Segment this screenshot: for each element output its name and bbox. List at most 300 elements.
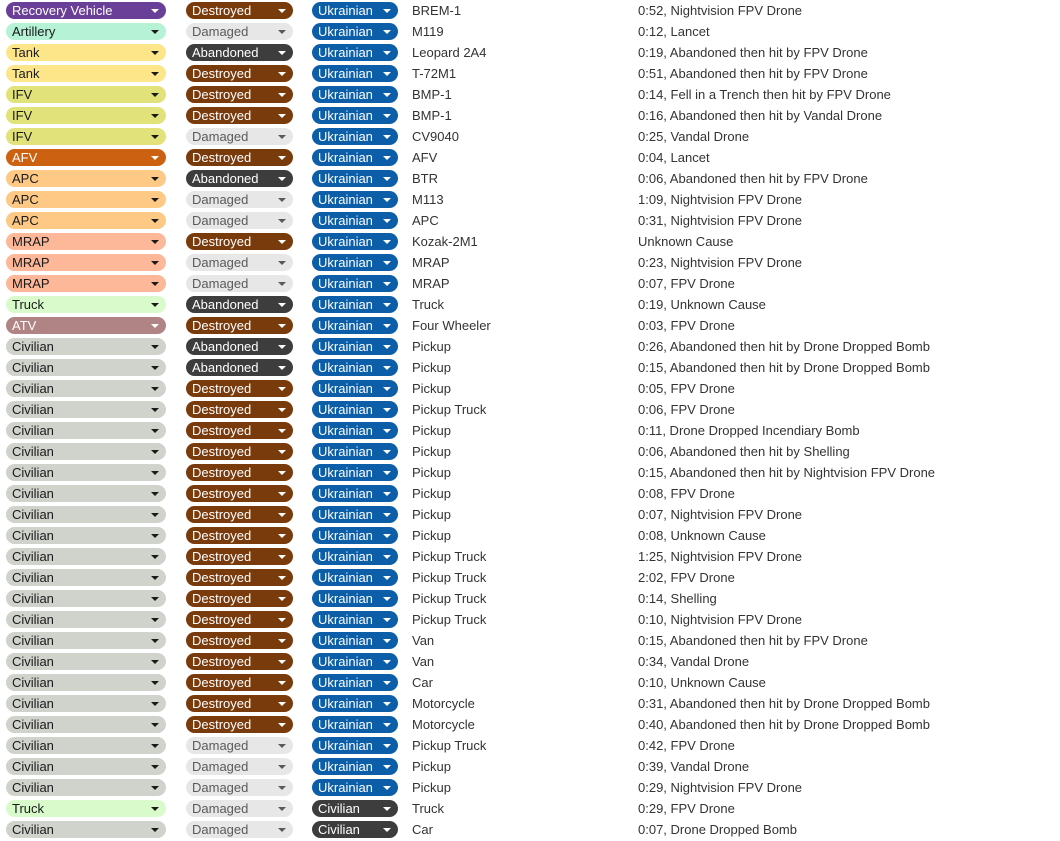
chevron-down-icon bbox=[383, 576, 391, 580]
vehicle-type-dropdown[interactable] bbox=[6, 716, 166, 733]
chevron-down-icon bbox=[151, 807, 159, 811]
vehicle-type-dropdown[interactable] bbox=[6, 569, 166, 586]
vehicle-type-dropdown[interactable] bbox=[6, 275, 166, 292]
status-dropdown[interactable] bbox=[186, 128, 293, 145]
status-dropdown[interactable] bbox=[186, 611, 293, 628]
chevron-down-icon bbox=[383, 9, 391, 13]
description-cell: 0:26, Abandoned then hit by Drone Dropped Bomb bbox=[638, 339, 930, 354]
status-label: Destroyed bbox=[192, 381, 252, 396]
chevron-down-icon bbox=[151, 408, 159, 412]
chevron-down-icon bbox=[278, 240, 286, 244]
owner-label: Ukrainian bbox=[318, 339, 373, 354]
model-cell: M119 bbox=[412, 24, 444, 39]
model-cell: CV9040 bbox=[412, 129, 459, 144]
vehicle-type-dropdown[interactable] bbox=[6, 632, 166, 649]
status-dropdown[interactable] bbox=[186, 800, 293, 817]
table-row bbox=[0, 273, 1060, 294]
chevron-down-icon bbox=[383, 660, 391, 664]
vehicle-type-dropdown[interactable] bbox=[6, 506, 166, 523]
vehicle-type-label: Civilian bbox=[12, 549, 54, 564]
status-dropdown[interactable] bbox=[186, 527, 293, 544]
description-cell: 0:15, Abandoned then hit by Drone Dropped Bomb bbox=[638, 360, 930, 375]
vehicle-type-dropdown[interactable] bbox=[6, 44, 166, 61]
owner-label: Ukrainian bbox=[318, 192, 373, 207]
vehicle-type-dropdown[interactable] bbox=[6, 590, 166, 607]
owner-label: Ukrainian bbox=[318, 66, 373, 81]
model-cell: Pickup Truck bbox=[412, 549, 487, 564]
owner-dropdown[interactable] bbox=[312, 674, 398, 691]
table-row bbox=[0, 441, 1060, 462]
owner-dropdown[interactable] bbox=[312, 527, 398, 544]
status-dropdown[interactable] bbox=[186, 254, 293, 271]
owner-label: Ukrainian bbox=[318, 444, 373, 459]
chevron-down-icon bbox=[383, 72, 391, 76]
vehicle-type-label: Civilian bbox=[12, 822, 54, 837]
status-dropdown[interactable] bbox=[186, 86, 293, 103]
owner-dropdown[interactable] bbox=[312, 317, 398, 334]
chevron-down-icon bbox=[383, 513, 391, 517]
description-cell: 0:31, Nightvision FPV Drone bbox=[638, 213, 803, 228]
status-dropdown[interactable] bbox=[186, 107, 293, 124]
owner-dropdown[interactable] bbox=[312, 149, 398, 166]
owner-label: Ukrainian bbox=[318, 612, 373, 627]
status-label: Abandoned bbox=[192, 297, 259, 312]
vehicle-type-dropdown[interactable] bbox=[6, 674, 166, 691]
owner-label: Ukrainian bbox=[318, 696, 373, 711]
chevron-down-icon bbox=[151, 576, 159, 580]
owner-dropdown[interactable] bbox=[312, 548, 398, 565]
status-dropdown[interactable] bbox=[186, 23, 293, 40]
status-label: Destroyed bbox=[192, 234, 252, 249]
owner-label: Ukrainian bbox=[318, 675, 373, 690]
owner-label: Ukrainian bbox=[318, 129, 373, 144]
status-dropdown[interactable] bbox=[186, 422, 293, 439]
owner-dropdown[interactable] bbox=[312, 65, 398, 82]
status-dropdown[interactable] bbox=[186, 338, 293, 355]
vehicle-type-dropdown[interactable] bbox=[6, 527, 166, 544]
owner-label: Ukrainian bbox=[318, 654, 373, 669]
vehicle-type-dropdown[interactable] bbox=[6, 548, 166, 565]
model-cell: Truck bbox=[412, 801, 445, 816]
model-cell: Kozak-2M1 bbox=[412, 234, 478, 249]
owner-dropdown[interactable] bbox=[312, 821, 398, 838]
status-dropdown[interactable] bbox=[186, 506, 293, 523]
description-cell: 0:52, Nightvision FPV Drone bbox=[638, 3, 803, 18]
owner-dropdown[interactable] bbox=[312, 401, 398, 418]
status-dropdown[interactable] bbox=[186, 44, 293, 61]
vehicle-type-label: Civilian bbox=[12, 402, 54, 417]
owner-dropdown[interactable] bbox=[312, 44, 398, 61]
model-cell: BREM-1 bbox=[412, 3, 462, 18]
table-row bbox=[0, 315, 1060, 336]
chevron-down-icon bbox=[151, 177, 159, 181]
chevron-down-icon bbox=[151, 303, 159, 307]
status-label: Damaged bbox=[192, 255, 249, 270]
description-cell: 0:51, Abandoned then hit by FPV Drone bbox=[638, 66, 868, 81]
model-cell: BTR bbox=[412, 171, 438, 186]
table-row bbox=[0, 21, 1060, 42]
chevron-down-icon bbox=[278, 219, 286, 223]
description-cell: 0:40, Abandoned then hit by Drone Dropped Bomb bbox=[638, 717, 930, 732]
model-cell: Pickup bbox=[412, 759, 452, 774]
vehicle-type-dropdown[interactable] bbox=[6, 653, 166, 670]
table-row bbox=[0, 819, 1060, 840]
vehicle-type-dropdown[interactable] bbox=[6, 65, 166, 82]
owner-dropdown[interactable] bbox=[312, 359, 398, 376]
table-row bbox=[0, 42, 1060, 63]
chevron-down-icon bbox=[151, 219, 159, 223]
chevron-down-icon bbox=[383, 282, 391, 286]
chevron-down-icon bbox=[278, 681, 286, 685]
vehicle-type-dropdown[interactable] bbox=[6, 86, 166, 103]
chevron-down-icon bbox=[278, 177, 286, 181]
chevron-down-icon bbox=[383, 261, 391, 265]
status-label: Destroyed bbox=[192, 675, 252, 690]
status-label: Damaged bbox=[192, 801, 249, 816]
status-dropdown[interactable] bbox=[186, 359, 293, 376]
status-label: Destroyed bbox=[192, 507, 252, 522]
vehicle-type-dropdown[interactable] bbox=[6, 485, 166, 502]
status-dropdown[interactable] bbox=[186, 716, 293, 733]
vehicle-type-dropdown[interactable] bbox=[6, 359, 166, 376]
owner-label: Ukrainian bbox=[318, 738, 373, 753]
owner-label: Ukrainian bbox=[318, 717, 373, 732]
owner-dropdown[interactable] bbox=[312, 338, 398, 355]
status-label: Damaged bbox=[192, 192, 249, 207]
description-cell: 0:14, Shelling bbox=[638, 591, 717, 606]
status-label: Destroyed bbox=[192, 654, 252, 669]
status-dropdown[interactable] bbox=[186, 464, 293, 481]
owner-dropdown[interactable] bbox=[312, 296, 398, 313]
chevron-down-icon bbox=[383, 765, 391, 769]
chevron-down-icon bbox=[151, 261, 159, 265]
chevron-down-icon bbox=[278, 660, 286, 664]
status-label: Destroyed bbox=[192, 108, 252, 123]
owner-dropdown[interactable] bbox=[312, 233, 398, 250]
vehicle-type-dropdown[interactable] bbox=[6, 233, 166, 250]
chevron-down-icon bbox=[383, 618, 391, 622]
description-cell: 0:42, FPV Drone bbox=[638, 738, 735, 753]
description-cell: Unknown Cause bbox=[638, 234, 734, 249]
status-dropdown[interactable] bbox=[186, 401, 293, 418]
owner-dropdown[interactable] bbox=[312, 653, 398, 670]
description-cell: 0:16, Abandoned then hit by Vandal Drone bbox=[638, 108, 883, 123]
vehicle-type-dropdown[interactable] bbox=[6, 758, 166, 775]
vehicle-type-label: MRAP bbox=[12, 234, 50, 249]
model-cell: Pickup bbox=[412, 444, 452, 459]
vehicle-type-dropdown[interactable] bbox=[6, 149, 166, 166]
status-dropdown[interactable] bbox=[186, 821, 293, 838]
vehicle-type-dropdown[interactable] bbox=[6, 380, 166, 397]
owner-label: Ukrainian bbox=[318, 276, 373, 291]
vehicle-type-label: Civilian bbox=[12, 444, 54, 459]
table-row bbox=[0, 525, 1060, 546]
chevron-down-icon bbox=[383, 702, 391, 706]
chevron-down-icon bbox=[151, 639, 159, 643]
status-label: Damaged bbox=[192, 822, 249, 837]
chevron-down-icon bbox=[151, 429, 159, 433]
owner-label: Ukrainian bbox=[318, 549, 373, 564]
model-cell: Pickup Truck bbox=[412, 402, 487, 417]
status-dropdown[interactable] bbox=[186, 737, 293, 754]
owner-label: Ukrainian bbox=[318, 381, 373, 396]
chevron-down-icon bbox=[151, 660, 159, 664]
owner-label: Civilian bbox=[318, 822, 360, 837]
table-row bbox=[0, 420, 1060, 441]
vehicle-type-dropdown[interactable] bbox=[6, 422, 166, 439]
chevron-down-icon bbox=[278, 408, 286, 412]
chevron-down-icon bbox=[383, 135, 391, 139]
chevron-down-icon bbox=[383, 219, 391, 223]
model-cell: APC bbox=[412, 213, 439, 228]
chevron-down-icon bbox=[278, 366, 286, 370]
chevron-down-icon bbox=[383, 324, 391, 328]
owner-label: Ukrainian bbox=[318, 465, 373, 480]
status-label: Damaged bbox=[192, 780, 249, 795]
description-cell: 0:19, Abandoned then hit by FPV Drone bbox=[638, 45, 868, 60]
vehicle-type-dropdown[interactable] bbox=[6, 254, 166, 271]
model-cell: Van bbox=[412, 654, 435, 669]
status-dropdown[interactable] bbox=[186, 758, 293, 775]
chevron-down-icon bbox=[278, 324, 286, 328]
vehicle-type-dropdown[interactable] bbox=[6, 779, 166, 796]
status-label: Abandoned bbox=[192, 171, 259, 186]
vehicle-type-label: Civilian bbox=[12, 654, 54, 669]
owner-dropdown[interactable] bbox=[312, 254, 398, 271]
status-dropdown[interactable] bbox=[186, 779, 293, 796]
chevron-down-icon bbox=[278, 597, 286, 601]
owner-dropdown[interactable] bbox=[312, 275, 398, 292]
owner-dropdown[interactable] bbox=[312, 632, 398, 649]
model-cell: Motorcycle bbox=[412, 717, 475, 732]
chevron-down-icon bbox=[278, 576, 286, 580]
table-row bbox=[0, 399, 1060, 420]
status-dropdown[interactable] bbox=[186, 149, 293, 166]
vehicle-type-dropdown[interactable] bbox=[6, 737, 166, 754]
vehicle-type-dropdown[interactable] bbox=[6, 821, 166, 838]
owner-dropdown[interactable] bbox=[312, 23, 398, 40]
status-dropdown[interactable] bbox=[186, 2, 293, 19]
status-dropdown[interactable] bbox=[186, 212, 293, 229]
status-dropdown[interactable] bbox=[186, 296, 293, 313]
owner-dropdown[interactable] bbox=[312, 422, 398, 439]
model-cell: Pickup bbox=[412, 507, 452, 522]
chevron-down-icon bbox=[278, 723, 286, 727]
chevron-down-icon bbox=[278, 534, 286, 538]
chevron-down-icon bbox=[278, 828, 286, 832]
status-dropdown[interactable] bbox=[186, 380, 293, 397]
table-row bbox=[0, 672, 1060, 693]
chevron-down-icon bbox=[278, 639, 286, 643]
vehicle-type-dropdown[interactable] bbox=[6, 2, 166, 19]
vehicle-type-dropdown[interactable] bbox=[6, 800, 166, 817]
chevron-down-icon bbox=[383, 198, 391, 202]
owner-dropdown[interactable] bbox=[312, 443, 398, 460]
chevron-down-icon bbox=[151, 324, 159, 328]
description-cell: 1:25, Nightvision FPV Drone bbox=[638, 549, 803, 564]
status-dropdown[interactable] bbox=[186, 191, 293, 208]
status-dropdown[interactable] bbox=[186, 653, 293, 670]
vehicle-type-dropdown[interactable] bbox=[6, 23, 166, 40]
chevron-down-icon bbox=[151, 597, 159, 601]
owner-dropdown[interactable] bbox=[312, 590, 398, 607]
owner-dropdown[interactable] bbox=[312, 191, 398, 208]
status-dropdown[interactable] bbox=[186, 548, 293, 565]
chevron-down-icon bbox=[278, 555, 286, 559]
owner-dropdown[interactable] bbox=[312, 758, 398, 775]
chevron-down-icon bbox=[278, 135, 286, 139]
vehicle-type-dropdown[interactable] bbox=[6, 401, 166, 418]
model-cell: Motorcycle bbox=[412, 696, 475, 711]
vehicle-type-dropdown[interactable] bbox=[6, 212, 166, 229]
status-label: Damaged bbox=[192, 738, 249, 753]
chevron-down-icon bbox=[278, 471, 286, 475]
vehicle-type-dropdown[interactable] bbox=[6, 317, 166, 334]
vehicle-type-dropdown[interactable] bbox=[6, 191, 166, 208]
description-cell: 0:23, Nightvision FPV Drone bbox=[638, 255, 803, 270]
chevron-down-icon bbox=[151, 93, 159, 97]
status-dropdown[interactable] bbox=[186, 695, 293, 712]
chevron-down-icon bbox=[383, 744, 391, 748]
chevron-down-icon bbox=[383, 639, 391, 643]
owner-label: Ukrainian bbox=[318, 108, 373, 123]
status-dropdown[interactable] bbox=[186, 485, 293, 502]
owner-dropdown[interactable] bbox=[312, 464, 398, 481]
table-row bbox=[0, 588, 1060, 609]
chevron-down-icon bbox=[151, 30, 159, 34]
chevron-down-icon bbox=[383, 450, 391, 454]
model-cell: Leopard 2A4 bbox=[412, 45, 487, 60]
status-label: Destroyed bbox=[192, 591, 252, 606]
owner-dropdown[interactable] bbox=[312, 485, 398, 502]
owner-dropdown[interactable] bbox=[312, 611, 398, 628]
owner-dropdown[interactable] bbox=[312, 779, 398, 796]
vehicle-type-dropdown[interactable] bbox=[6, 464, 166, 481]
owner-dropdown[interactable] bbox=[312, 506, 398, 523]
owner-dropdown[interactable] bbox=[312, 569, 398, 586]
vehicle-type-dropdown[interactable] bbox=[6, 611, 166, 628]
vehicle-type-label: Civilian bbox=[12, 465, 54, 480]
owner-dropdown[interactable] bbox=[312, 716, 398, 733]
status-label: Abandoned bbox=[192, 360, 259, 375]
owner-dropdown[interactable] bbox=[312, 86, 398, 103]
vehicle-type-dropdown[interactable] bbox=[6, 170, 166, 187]
chevron-down-icon bbox=[151, 534, 159, 538]
description-cell: 0:08, Unknown Cause bbox=[638, 528, 766, 543]
description-cell: 0:05, FPV Drone bbox=[638, 381, 735, 396]
chevron-down-icon bbox=[151, 744, 159, 748]
vehicle-type-dropdown[interactable] bbox=[6, 695, 166, 712]
description-cell: 0:06, FPV Drone bbox=[638, 402, 735, 417]
status-dropdown[interactable] bbox=[186, 569, 293, 586]
chevron-down-icon bbox=[278, 156, 286, 160]
chevron-down-icon bbox=[383, 807, 391, 811]
vehicle-type-label: APC bbox=[12, 192, 39, 207]
model-cell: Pickup Truck bbox=[412, 591, 487, 606]
status-label: Destroyed bbox=[192, 570, 252, 585]
owner-dropdown[interactable] bbox=[312, 695, 398, 712]
owner-dropdown[interactable] bbox=[312, 170, 398, 187]
description-cell: 0:06, Abandoned then hit by FPV Drone bbox=[638, 171, 868, 186]
chevron-down-icon bbox=[383, 828, 391, 832]
description-cell: 0:25, Vandal Drone bbox=[638, 129, 750, 144]
chevron-down-icon bbox=[151, 618, 159, 622]
owner-label: Ukrainian bbox=[318, 486, 373, 501]
status-dropdown[interactable] bbox=[186, 443, 293, 460]
chevron-down-icon bbox=[151, 471, 159, 475]
status-dropdown[interactable] bbox=[186, 590, 293, 607]
owner-dropdown[interactable] bbox=[312, 380, 398, 397]
description-cell: 0:34, Vandal Drone bbox=[638, 654, 750, 669]
description-cell: 0:12, Lancet bbox=[638, 24, 710, 39]
chevron-down-icon bbox=[151, 450, 159, 454]
chevron-down-icon bbox=[383, 597, 391, 601]
owner-dropdown[interactable] bbox=[312, 2, 398, 19]
status-dropdown[interactable] bbox=[186, 317, 293, 334]
table-row bbox=[0, 294, 1060, 315]
status-dropdown[interactable] bbox=[186, 674, 293, 691]
owner-label: Ukrainian bbox=[318, 87, 373, 102]
vehicle-type-label: Civilian bbox=[12, 381, 54, 396]
status-dropdown[interactable] bbox=[186, 233, 293, 250]
owner-dropdown[interactable] bbox=[312, 737, 398, 754]
vehicle-type-label: Civilian bbox=[12, 633, 54, 648]
chevron-down-icon bbox=[278, 303, 286, 307]
chevron-down-icon bbox=[383, 345, 391, 349]
chevron-down-icon bbox=[278, 765, 286, 769]
chevron-down-icon bbox=[151, 114, 159, 118]
vehicle-type-dropdown[interactable] bbox=[6, 128, 166, 145]
owner-dropdown[interactable] bbox=[312, 800, 398, 817]
table-row bbox=[0, 84, 1060, 105]
table-row bbox=[0, 0, 1060, 21]
table-row bbox=[0, 504, 1060, 525]
vehicle-type-dropdown[interactable] bbox=[6, 107, 166, 124]
status-label: Destroyed bbox=[192, 528, 252, 543]
table-row bbox=[0, 462, 1060, 483]
status-dropdown[interactable] bbox=[186, 632, 293, 649]
description-cell: 0:29, FPV Drone bbox=[638, 801, 735, 816]
owner-dropdown[interactable] bbox=[312, 212, 398, 229]
model-cell: MRAP bbox=[412, 255, 450, 270]
chevron-down-icon bbox=[151, 513, 159, 517]
status-label: Destroyed bbox=[192, 465, 252, 480]
model-cell: BMP-1 bbox=[412, 87, 452, 102]
vehicle-type-label: Civilian bbox=[12, 675, 54, 690]
owner-dropdown[interactable] bbox=[312, 128, 398, 145]
status-dropdown[interactable] bbox=[186, 275, 293, 292]
vehicle-type-dropdown[interactable] bbox=[6, 296, 166, 313]
model-cell: Truck bbox=[412, 297, 445, 312]
chevron-down-icon bbox=[383, 723, 391, 727]
owner-dropdown[interactable] bbox=[312, 107, 398, 124]
chevron-down-icon bbox=[383, 114, 391, 118]
status-dropdown[interactable] bbox=[186, 65, 293, 82]
description-cell: 0:07, Drone Dropped Bomb bbox=[638, 822, 797, 837]
model-cell: Pickup bbox=[412, 423, 452, 438]
status-label: Destroyed bbox=[192, 717, 252, 732]
status-dropdown[interactable] bbox=[186, 170, 293, 187]
chevron-down-icon bbox=[151, 345, 159, 349]
status-label: Destroyed bbox=[192, 87, 252, 102]
chevron-down-icon bbox=[151, 240, 159, 244]
status-label: Destroyed bbox=[192, 318, 252, 333]
chevron-down-icon bbox=[383, 156, 391, 160]
vehicle-type-dropdown[interactable] bbox=[6, 338, 166, 355]
vehicle-type-dropdown[interactable] bbox=[6, 443, 166, 460]
chevron-down-icon bbox=[383, 786, 391, 790]
table-row bbox=[0, 798, 1060, 819]
